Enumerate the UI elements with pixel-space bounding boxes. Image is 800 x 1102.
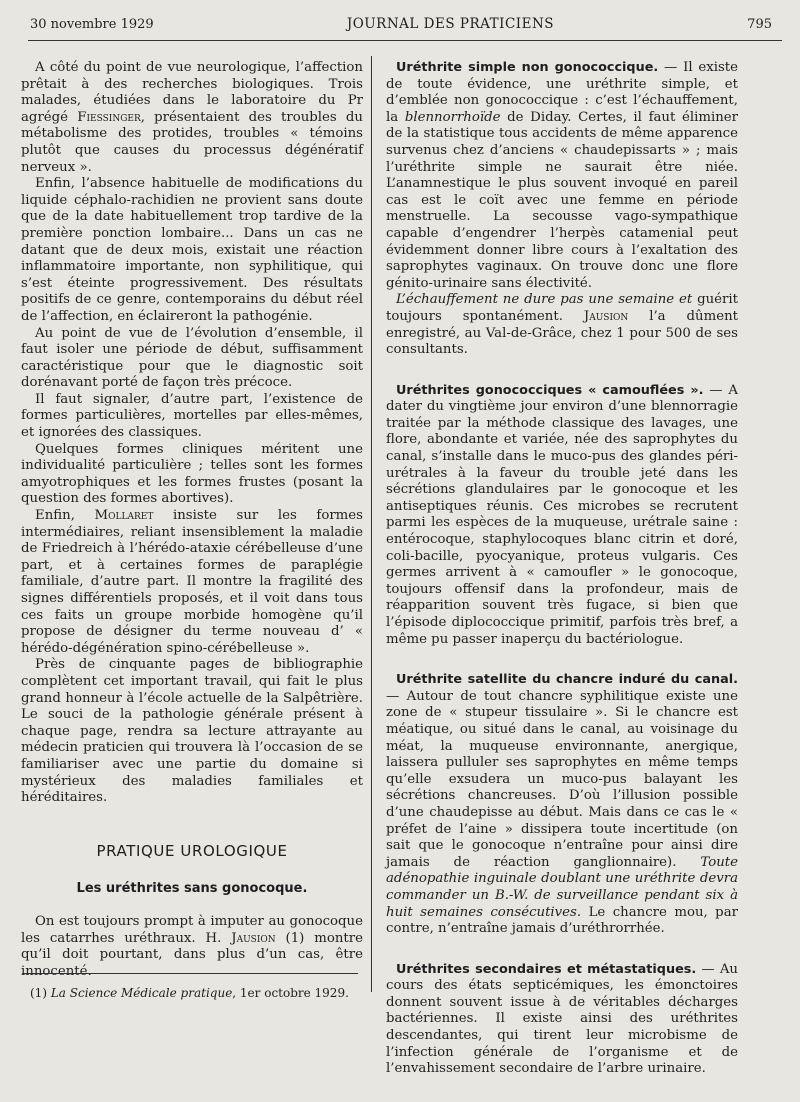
paragraph: Uréthrites secondaires et métastatiques. — Au cours des états septicémiques, les émonctoires donnent souvent issue à de véritables décharges bactériennes. Il existe ainsi des uréthrites descendantes, qui tirent leur microbisme de l’infection générale de l’organisme et de l’envahissement secondaire de l’arbre urinaire. (386, 961, 738, 1077)
subsection-chancre (386, 672, 738, 938)
author-name: Jausion (231, 930, 276, 946)
subsection-secondaires (386, 962, 738, 1078)
journal-title: JOURNAL DES PRATICIENS (346, 16, 555, 32)
author-name: Jausion (583, 308, 629, 324)
paragraph: L’échauffement ne dure pas une semaine et guérit toujours spontanément. Jausion l’a dûment enregistré, au Val-de-Grâce, chez 1 pour 500 de ses consultants. (386, 292, 738, 358)
article-subheading: Les uréthrites sans gonocoque. (76, 881, 308, 897)
paragraph: On est toujours prompt à imputer au gonocoque les catarrhes uréthraux. H. Jausion (1) montre qu’il doit pourtant, dans plus d’un cas, être innocenté. (21, 913, 364, 979)
paragraph: Quelques formes cliniques méritent une individualité particulière ; telles sont les formes amyotrophiques et les formes frustes (posant la question des formes abortives). (21, 441, 363, 507)
footnote: (1) La Science Médicale pratique, 1er octobre 1929. (30, 986, 349, 1000)
subsection-heading: Uréthrite simple non gonococcique. (396, 60, 659, 75)
issue-date: 30 novembre 1929 (30, 17, 154, 32)
footnote-source: La Science Médicale pratique (50, 986, 233, 1000)
subsection-heading: Uréthrites secondaires et métastatiques. (396, 961, 697, 977)
section-title: PRATIQUE UROLOGIQUE (96, 841, 288, 860)
right-column (386, 60, 738, 1102)
page-number: 795 (747, 17, 772, 32)
header-rule (28, 40, 782, 41)
paragraph: A côté du point de vue neurologique, l’affection prêtait à des recherches biologiques. Trois malades, étudiées dans le laboratoire du Pr agrégé Fiessinger, présentaient des troubles du métabolisme des protides, troubles « témoins plutôt que causes du processus dégénératif nerveux ». (21, 60, 363, 175)
left-column (21, 60, 363, 980)
paragraph: Uréthrite simple non gonococcique. — Il existe de toute évidence, une uréthrite simple, et d’emblée non gonococcique : c’est l’échauffement, la blennorrhoïde de Diday. Certes, il faut éliminer de la statistique tous accidents de même apparence survenus chez d’anciens « chaudepissarts » ; mais l’uréthrite simple ne saurait être niée. L’anamnestique le plus souvent invoqué en pareil cas est le coït avec une femme en période menstruelle. La secousse vago-sympathique capable d’engendrer l’herpès catamenial peut évidemment donner libre cours à l’exaltation des saprophytes vaginaux. On trouve donc une flore génito-urinaire sans électivité. (386, 60, 738, 291)
footnote-rule (22, 973, 358, 974)
paragraph: Enfin, l’absence habituelle de modifications du liquide céphalo-rachidien ne provient sans doute que de la date habituellement trop tardive de la première ponction lombaire... Dans un cas ne datant que de deux mois, existait une réaction inflammatoire importante, non syphilitique, qui s’est éteinte progressivement. Des résultats positifs de ce genre, contemporains du début réel de l’affection, en éclaireront la pathogénie. (21, 176, 363, 324)
paragraph: Uréthrite satellite du chancre induré du canal. — Autour de tout chancre syphilitique existe une zone de « stupeur tissulaire ». Si le chancre est méatique, ou situé dans le canal, au voisinage du méat, la muqueuse environnante, anergique, laissera pulluler ses saprophytes en même temps qu’elle exsudera un muco-pus balayant les sécrétions chancreuses. D’où l’illusion possible d’une chaudepisse au début. Mais dans ce cas le « préfet de l’aine » dissipera toute incertitude (on sait que le gonocoque n’entraîne pour ainsi dire jamais de réaction ganglionnaire). Toute adénopathie inguinale doublant une uréthrite devra commander un B.-W. de surveillance pendant six à huit semaines consécutives. Le chancre mou, par contre, n’entraîne jamais d’uréthrorrhée. (386, 672, 738, 937)
paragraph: Près de cinquante pages de bibliographie complètent cet important travail, qui fait le plus grand honneur à l’école actuelle de la Salpêtrière. Le souci de la pathologie générale présent à chaque page, rendra sa lecture attrayante au médecin praticien qui trouvera là l’occasion de se familiariser avec une partie du domaine si mystérieux des maladies familiales et héréditaires. (21, 657, 363, 806)
subsection-simple (386, 60, 738, 359)
page-header (30, 16, 772, 32)
subsection-heading: Uréthrite satellite du chancre induré du canal. (396, 672, 738, 688)
paragraph: Il faut signaler, d’autre part, l’existence de formes particulières, mortelles par elles-mêmes, et ignorées des classiques. (21, 391, 363, 441)
paragraph: Enfin, Mollaret insiste sur les formes intermédiaires, reliant insensiblement la maladie de Friedreich à l’hérédo-ataxie cérébelleuse d’une part, et à certaines formes de paraplégie familiale, d’autre part. Il montre la fragilité des signes différentiels proposés, et il voit dans tous ces faits un groupe morbide homogène qu’il propose de désigner du terme nouveau d’ « hérédo-dégénération spino-cérébelleuse ». (21, 508, 363, 656)
author-name: Fiessinger (77, 109, 141, 125)
paragraph: Au point de vue de l’évolution d’ensemble, il faut isoler une période de début, suffisamment caractéristique pour que le diagnostic soit dorénavant porté de façon très précoce. (21, 325, 363, 391)
paragraph: Uréthrites gonococciques « camouflées ». — A dater du vingtième jour environ d’une blennorragie traitée par la méthode classique des lavages, une flore, abondante et variée, née des saprophytes du canal, s’installe dans le muco-pus des glandes péri-urétrales à la faveur du trouble jeté dans les sécrétions glandulaires par le gonocoque et les antiseptiques réunis. Ces microbes se recrutent parmi les espèces de la muqueuse, urétrale saine : entérocoque, staphylocoques blanc citrin et doré, coli-bacille, pyocyanique, proteus vulgaris. Ces germes arrivent à « camoufler » le gonocoque, toujours offensif dans la profondeur, mais de réapparition souvent très fugace, si bien que l’épisode diplococcique primitif, parfois très bref, a même pu passer inaperçu du bactériologue. (386, 382, 738, 647)
author-name: Mollaret (94, 508, 154, 524)
column-divider (371, 56, 372, 992)
subsection-heading: Uréthrites gonococciques « camouflées ». (396, 382, 704, 398)
subsection-camouflees (386, 383, 738, 649)
